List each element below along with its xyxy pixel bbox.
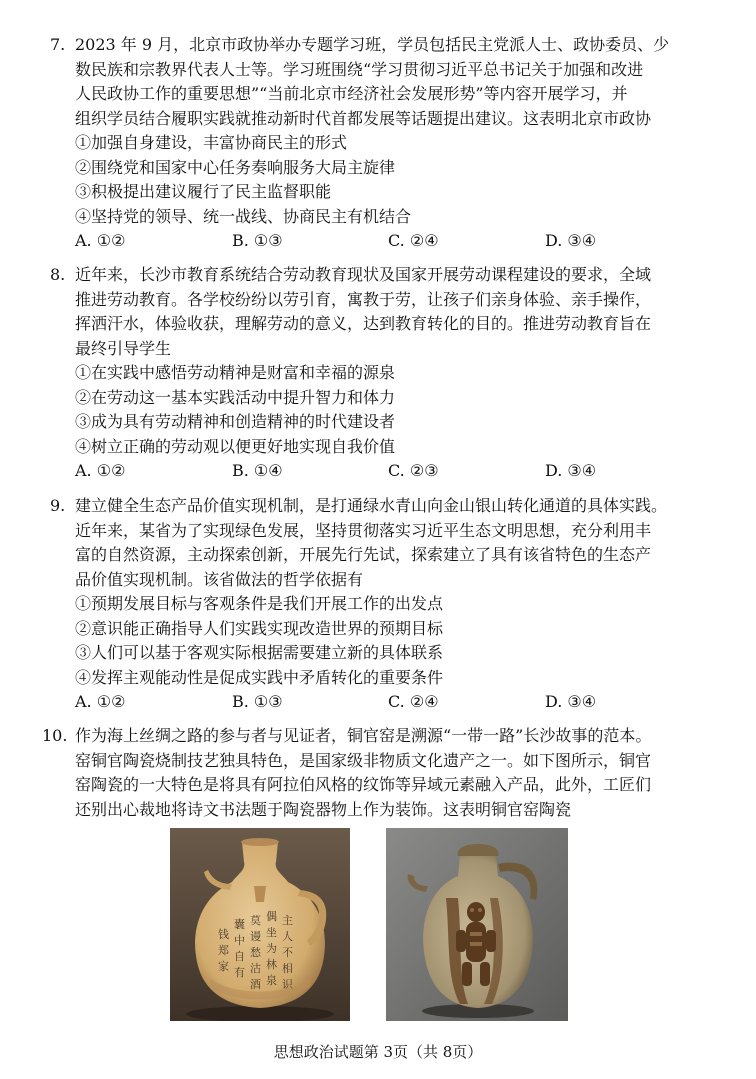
option-statement: ④发挥主观能动性是促成实践中矛盾转化的重要条件: [75, 667, 444, 687]
question-number: 8.: [50, 265, 66, 284]
option-statement: ④坚持党的领导、统一战线、协商民主有机结合: [75, 206, 412, 226]
question-text-line: 近年来，某省为了实现绿色发展，坚持贯彻落实习近平生态文明思想，充分利用丰: [75, 520, 652, 540]
svg-text:中: 中: [234, 934, 245, 947]
svg-text:沽: 沽: [250, 962, 261, 975]
svg-text:自: 自: [234, 950, 245, 963]
svg-text:家: 家: [218, 960, 229, 973]
question-text-line: 2023 年 9 月，北京市政协举办专题学习班，学员包括民主党派人士、政协委员、少: [75, 35, 670, 54]
question-number: 7.: [50, 35, 66, 54]
svg-text:有: 有: [234, 966, 245, 979]
svg-text:郑: 郑: [218, 944, 229, 957]
svg-text:人: 人: [282, 930, 293, 943]
question-text-line: 数民族和宗教界代表人士等。学习班围绕“学习贯彻习近平总书记关于加强和改进: [75, 59, 644, 79]
svg-text:不: 不: [282, 946, 293, 959]
answer-choice-b: B. ①③: [232, 231, 283, 250]
svg-text:偶: 偶: [266, 910, 277, 923]
answer-choice-a: A. ①②: [75, 692, 126, 711]
option-statement: ①加强自身建设，丰富协商民主的形式: [75, 133, 348, 152]
option-statement: ②在劳动这一基本实践活动中提升智力和体力: [75, 387, 396, 407]
option-statement: ③人们可以基于客观实际根据需要建立新的具体联系: [75, 643, 444, 662]
calligraphy-ewer-photo: [170, 828, 350, 1025]
svg-text:坐: 坐: [266, 926, 277, 939]
option-statement: ④树立正确的劳动观以便更好地实现自我价值: [75, 436, 396, 456]
option-statement: ③积极提出建议履行了民主监督职能: [75, 182, 332, 201]
answer-choice-c: C. ②④: [388, 692, 439, 711]
question-text-line: 挥洒汗水，体验收获，理解劳动的意义，达到教育转化的目的。推进劳动教育旨在: [75, 314, 652, 333]
question-text-line: 作为海上丝绸之路的参与者与见证者，铜官窑是溯源“一带一路”长沙故事的范本。: [75, 726, 652, 745]
applique-ewer-photo: [386, 828, 568, 1025]
svg-text:谩: 谩: [250, 930, 261, 943]
svg-text:识: 识: [282, 978, 293, 991]
question-text-line: 最终引导学生: [75, 338, 172, 358]
page-footer: 思想政治试题第 3页（共 8页）: [273, 1043, 483, 1061]
svg-text:莫: 莫: [250, 914, 261, 927]
question-text-line: 人民政协工作的重要思想”“当前北京市经济社会发展形势”等内容开展学习，并: [75, 84, 628, 103]
answer-choice-c: C. ②③: [388, 461, 439, 480]
answer-choice-d: D. ③④: [545, 692, 597, 711]
answer-choices: [75, 459, 675, 484]
option-statement: ②意识能正确指导人们实践实现改造世界的预期目标: [75, 618, 444, 638]
answer-choice-a: A. ①②: [75, 461, 126, 480]
question-text-line: 建立健全生态产品价值实现机制，是打通绿水青山向金山银山转化通道的具体实践。: [75, 496, 668, 515]
svg-text:为: 为: [266, 942, 277, 955]
calligraphy-ewer-image: [170, 828, 350, 1021]
svg-text:钱: 钱: [218, 928, 229, 941]
question-text-line: 近年来，长沙市教育系统结合劳动教育现状及国家开展劳动课程建设的要求，全域: [75, 265, 652, 284]
answer-choice-c: C. ②④: [388, 231, 439, 250]
answer-choice-b: B. ①④: [232, 461, 283, 480]
svg-text:主: 主: [282, 914, 293, 927]
answer-choice-d: D. ③④: [545, 231, 597, 250]
svg-text:林: 林: [266, 958, 277, 971]
svg-text:愁: 愁: [250, 946, 261, 959]
svg-text:相: 相: [282, 962, 293, 975]
question-number: 9.: [50, 496, 66, 515]
question-text-line: 富的自然资源，主动探索创新，开展先行先试，探索建立了具有该省特色的生态产: [75, 545, 652, 564]
answer-choices: [75, 690, 675, 715]
question-text-line: 窑铜官陶瓷烧制技艺独具特色，是国家级非物质文化遗产之一。如下图所示，铜官: [75, 750, 652, 770]
question-text-line: 还别出心裁地将诗文书法题于陶瓷器物上作为装饰。这表明铜官窑陶瓷: [75, 799, 572, 819]
option-statement: ①在实践中感悟劳动精神是财富和幸福的源泉: [75, 363, 396, 382]
answer-choice-b: B. ①③: [232, 692, 283, 711]
answer-choices: [75, 229, 675, 254]
answer-choice-a: A. ①②: [75, 231, 126, 250]
option-statement: ②围绕党和国家中心任务奏响服务大局主旋律: [75, 157, 396, 177]
question-text-line: 组织学员结合履职实践就推动新时代首都发展等话题提出建议。这表明北京市政协: [75, 108, 652, 128]
svg-text:酒: 酒: [250, 978, 261, 991]
question-text-line: 窑陶瓷的一大特色是将具有阿拉伯风格的纹饰等异域元素融入产品，此外，工匠们: [75, 775, 652, 794]
option-statement: ③成为具有劳动精神和创造精神的时代建设者: [75, 412, 396, 431]
option-statement: ①预期发展目标与客观条件是我们开展工作的出发点: [75, 594, 444, 613]
answer-choice-d: D. ③④: [545, 461, 597, 480]
question-text-line: 推进劳动教育。各学校纷纷以劳引育，寓教于劳，让孩子们亲身体验、亲手操作，: [75, 289, 652, 309]
svg-text:泉: 泉: [266, 974, 277, 987]
question-number: 10.: [42, 726, 68, 745]
applique-ewer-image: [386, 828, 568, 1021]
svg-text:囊: 囊: [234, 918, 245, 931]
question-text-line: 品价值实现机制。该省做法的哲学依据有: [75, 569, 364, 589]
